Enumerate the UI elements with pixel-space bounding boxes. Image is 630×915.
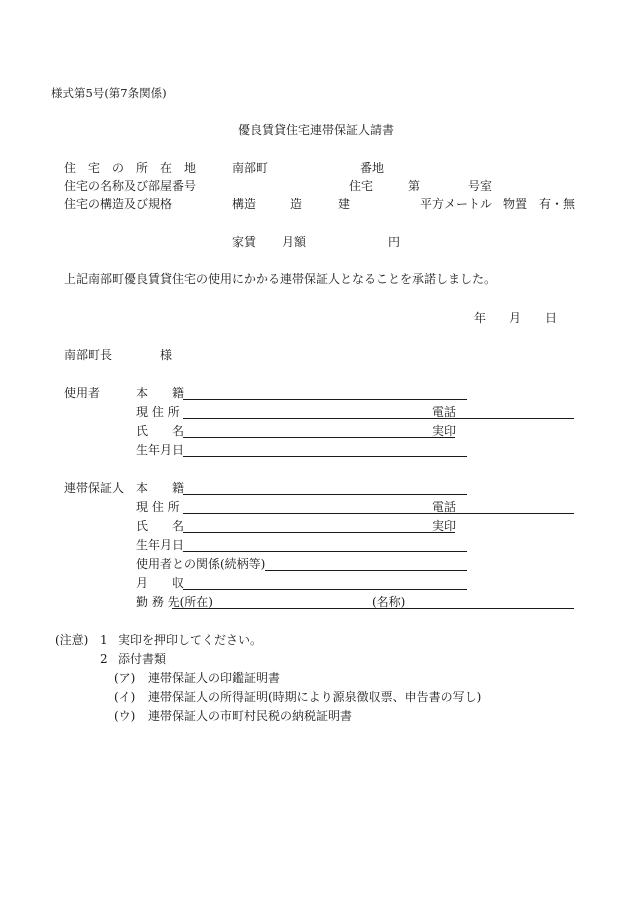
note-2a-text: 連帯保証人の印鑑証明書 [148, 671, 281, 685]
location-banchi: 番地 [360, 161, 385, 175]
addressee-name: 南部町長 [64, 348, 113, 362]
addressee-sama: 様 [160, 348, 173, 362]
note-1-text: 実印を押印してください。 [118, 633, 263, 647]
user-birth-line[interactable] [183, 456, 467, 457]
guarantor-honseki-label: 本 籍 [136, 481, 185, 495]
declaration-text: 上記南部町優良賃貸住宅の使用にかかる連帯保証人となることを承諾しました。 [64, 272, 497, 286]
form-title: 優良賃貸住宅連帯保証人請書 [238, 123, 395, 137]
location-label: 住 宅 の 所 在 地 [64, 161, 197, 175]
name-room-goshitsu: 号室 [468, 179, 493, 193]
date-hi: 日 [545, 311, 558, 325]
guarantor-honseki-line[interactable] [183, 494, 467, 495]
user-name-line[interactable] [183, 437, 455, 438]
date-nen: 年 [474, 311, 487, 325]
guarantor-name-label: 氏 名 [136, 519, 185, 533]
note-1-number: 1 [100, 633, 108, 647]
guarantor-birth-line[interactable] [183, 551, 467, 552]
guarantor-work-label: 勤 務 先(所在) [136, 595, 213, 609]
structure-kouzou3: 建 [338, 197, 351, 211]
user-honseki-label: 本 籍 [136, 386, 185, 400]
rent-getsugaku: 月額 [282, 235, 307, 249]
guarantor-heading: 連帯保証人 [64, 481, 125, 495]
guarantor-name-line[interactable] [183, 532, 455, 533]
date-tsuki: 月 [509, 311, 522, 325]
guarantor-phone-label: 電話 [432, 500, 457, 514]
note-2-text: 添付書類 [118, 652, 167, 666]
form-number: 様式第5号(第7条関係) [51, 86, 167, 100]
location-town: 南部町 [232, 161, 269, 175]
user-phone-label: 電話 [432, 405, 457, 419]
guarantor-address-label: 現 住 所 [136, 500, 180, 514]
rent-en: 円 [388, 235, 401, 249]
user-honseki-line[interactable] [183, 399, 467, 400]
structure-storage: 物置 有・無 [503, 197, 576, 211]
user-heading: 使用者 [64, 386, 101, 400]
user-birth-label: 生年月日 [136, 443, 185, 457]
guarantor-relation-label: 使用者との関係(続柄等) [136, 557, 266, 571]
guarantor-seal-label: 実印 [432, 519, 457, 533]
guarantor-income-line[interactable] [183, 589, 467, 590]
structure-kouzou1: 構造 [232, 197, 257, 211]
guarantor-birth-label: 生年月日 [136, 538, 185, 552]
rent-yachin: 家賃 [232, 235, 257, 249]
note-2a-label: (ア) [114, 671, 136, 685]
user-address-line[interactable] [183, 418, 574, 419]
name-room-jutaku: 住宅 [349, 179, 374, 193]
structure-label: 住宅の構造及び規格 [64, 197, 173, 211]
guarantor-relation-line[interactable] [265, 570, 467, 571]
structure-kouzou2: 造 [290, 197, 303, 211]
guarantor-work-name-label: (名称) [372, 595, 406, 609]
note-2b-label: (イ) [114, 690, 136, 704]
user-seal-label: 実印 [432, 424, 457, 438]
name-room-dai: 第 [408, 179, 421, 193]
user-name-label: 氏 名 [136, 424, 185, 438]
guarantor-income-label: 月 収 [136, 576, 185, 590]
name-room-label: 住宅の名称及び部屋番号 [64, 179, 197, 193]
guarantor-address-line[interactable] [183, 513, 574, 514]
note-2-number: 2 [100, 652, 108, 666]
user-address-label: 現 住 所 [136, 405, 180, 419]
note-2c-text: 連帯保証人の市町村民税の納税証明書 [148, 709, 353, 723]
note-2c-label: (ウ) [114, 709, 136, 723]
structure-heiho: 平方メートル [420, 197, 493, 211]
notes-heading: (注意) [55, 633, 89, 647]
note-2b-text: 連帯保証人の所得証明(時期により源泉徴収票、申告書の写し) [148, 690, 482, 704]
